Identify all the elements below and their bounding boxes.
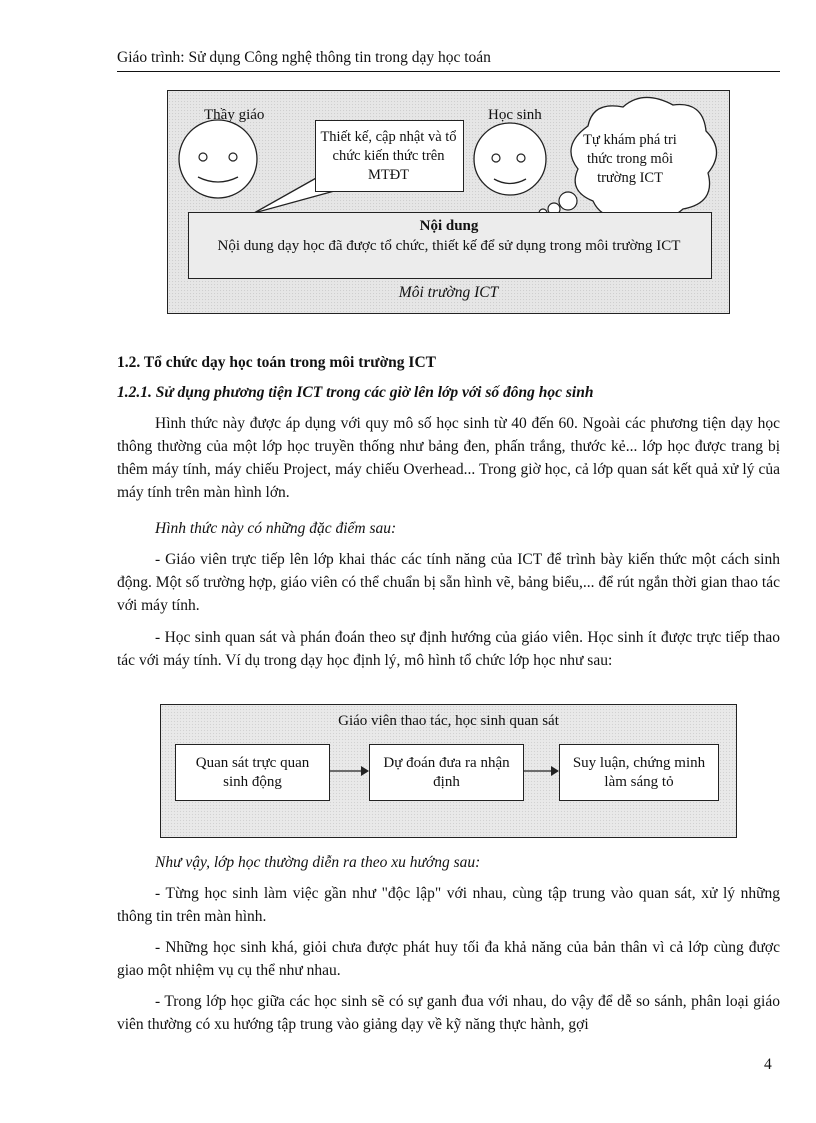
- teacher-face-icon: [179, 120, 257, 198]
- page-number: 4: [764, 1056, 772, 1073]
- student-label: Học sinh: [488, 107, 542, 123]
- student-face-icon: [474, 123, 546, 195]
- paragraph-1: Hình thức này được áp dụng với quy mô số học sinh từ 40 đến 60. Ngoài các phương tiện dạy học thông thường của một lớp học truyền thống như bảng đen, phấn trắng, thước kẻ... lớp học được trang bị thêm máy tính, máy chiếu Project, máy chiếu Overhead... Trong giờ học, cả lớp quan sát kết quả xử lý của máy tính trên màn hình lớn.: [117, 415, 780, 501]
- teacher-label: Thầy giáo: [204, 107, 265, 123]
- ict-environment-figure: [167, 90, 730, 314]
- paragraph-4: - Học sinh quan sát và phán đoán theo sự định hướng của giáo viên. Học sinh ít được trực tiếp thao tác với máy tính. Ví dụ trong dạy học định lý, mô hình tổ chức lớp học như sau:: [117, 629, 780, 669]
- arrow-right-icon: [524, 765, 560, 777]
- paragraph-8: - Trong lớp học giữa các học sinh sẽ có sự ganh đua với nhau, do vậy để dễ so sánh, phân loại giáo viên thường có xu hướng tập trung vào giảng dạy về kỹ năng thực hành, gợi: [117, 993, 780, 1033]
- content-body: Nội dung dạy học đã được tổ chức, thiết kế để sử dụng trong môi trường ICT: [217, 238, 681, 254]
- paragraph-7: - Những học sinh khá, giỏi chưa được phát huy tối đa khả năng của bản thân vì cả lớp cùng được giao một nhiệm vụ cụ thể như nhau.: [117, 939, 780, 979]
- environment-label: Môi trường ICT: [398, 284, 499, 301]
- paragraph-3: - Giáo viên trực tiếp lên lớp khai thác các tính năng của ICT để trình bày kiến thức một cách sinh động. Một số trường hợp, giáo viên có thể chuẩn bị sẵn hình vẽ, bảng biểu,... để rút ngắn thời gian thao tác với máy tính.: [117, 551, 780, 614]
- content-title: Nội dung: [419, 218, 479, 234]
- step-predict: Dự đoán đưa ra nhận định: [369, 744, 524, 801]
- running-header: Giáo trình: Sử dụng Công nghệ thông tin trong dạy học toán: [117, 49, 780, 72]
- paragraph-6: - Từng học sinh làm việc gần như "độc lập" với nhau, cùng tập trung vào quan sát, xử lý những thông tin trên màn hình.: [117, 885, 780, 925]
- step-observe: Quan sát trực quan sinh động: [175, 744, 330, 801]
- class-organization-figure: [160, 704, 737, 838]
- section-heading: 1.2. Tổ chức dạy học toán trong môi trường ICT: [117, 354, 436, 371]
- paragraph-2: Hình thức này có những đặc điểm sau:: [155, 520, 397, 537]
- figure2-title: Giáo viên thao tác, học sinh quan sát: [338, 713, 559, 729]
- subsection-heading: 1.2.1. Sử dụng phương tiện ICT trong các giờ lên lớp với số đông học sinh: [117, 384, 594, 401]
- arrow-right-icon: [330, 765, 370, 777]
- step-prove: Suy luận, chứng minh làm sáng tỏ: [559, 744, 719, 801]
- teacher-speech-text: Thiết kế, cập nhật và tổ chức kiến thức trên MTĐT: [320, 129, 457, 183]
- student-thought-text: Tự khám phá tri thức trong môi trường ICT: [583, 132, 677, 186]
- paragraph-5: Như vậy, lớp học thường diễn ra theo xu hướng sau:: [155, 854, 481, 871]
